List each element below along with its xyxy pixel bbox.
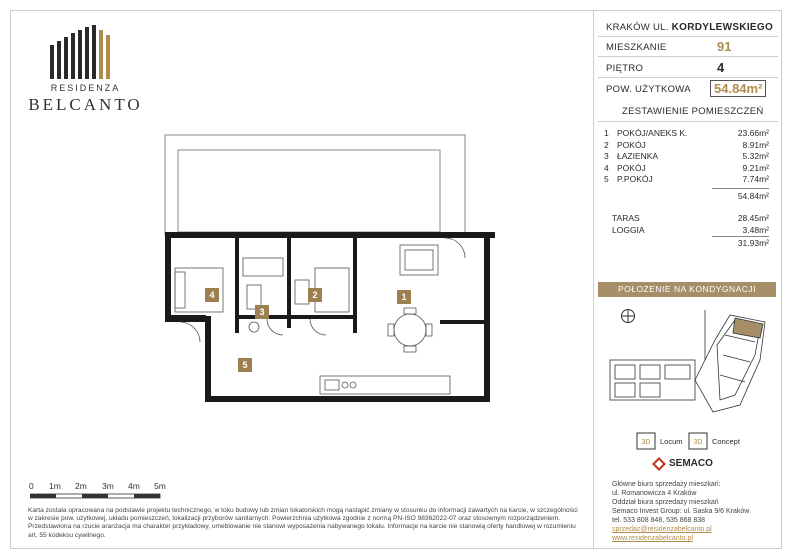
scale-label: 3m [102, 481, 114, 491]
room-row: 3 ŁAZIENKA 5.32m² [604, 151, 769, 161]
contact-line: ul. Romanowicza 4 Kraków [612, 490, 697, 497]
floor-label: PIĘTRO [606, 63, 644, 74]
logo-bars-icon [48, 25, 123, 79]
area-label: POW. UŻYTKOWA [606, 84, 691, 95]
rooms-list [604, 128, 769, 186]
room-row: 2 POKÓJ 8.91m² [604, 139, 769, 150]
room-row: 1 POKÓJ/ANEKS K. 23.66m² [604, 128, 769, 138]
scale-bar [30, 492, 165, 500]
divider [598, 56, 778, 57]
outdoor-total: 31.93m² [737, 238, 769, 248]
svg-text:3D: 3D [693, 439, 703, 446]
room-row: 5 P.POKÓJ 7.74m² [604, 174, 769, 184]
room-number-badge: 5 [238, 358, 252, 372]
room-number-badge: 3 [255, 305, 269, 319]
floor-number: 4 [717, 60, 725, 75]
address [606, 22, 773, 33]
city-prefix: KRAKÓW UL. [606, 22, 669, 33]
semaco-label: SEMACO [669, 458, 713, 469]
floor-keyplan [605, 300, 775, 415]
concept-label: Concept [712, 437, 740, 446]
room-row: 4 POKÓJ 9.21m² [604, 162, 769, 173]
panel-divider [593, 10, 594, 549]
apartment-label: MIESZKANIE [606, 42, 667, 53]
svg-text:3D: 3D [641, 439, 651, 446]
scale-label: 4m [128, 481, 140, 491]
room-number-badge: 1 [397, 290, 411, 304]
floor-plan-drawing [150, 130, 510, 405]
brand-sub: RESIDENZA [50, 83, 121, 93]
street-name: KORDYLEWSKIEGO [671, 22, 774, 33]
contact-email-link[interactable]: sprzedaz@residenzabelcanto.pl [612, 526, 712, 533]
scale-label: 5m [154, 481, 166, 491]
outdoor-list [612, 213, 769, 236]
outdoor-row: TARAS 28.45m² [612, 213, 769, 223]
contact-web-link[interactable]: www.residenzabelcanto.pl [612, 535, 693, 542]
contact-line: Oddział biura sprzedaży mieszkań [612, 499, 719, 506]
rooms-total: 54.84m² [737, 191, 769, 201]
contact-line: tel. 533 808 848, 535 868 838 [612, 517, 706, 524]
location-header: POŁOŻENIE NA KONDYGNACJI [598, 282, 776, 297]
outdoor-row: LOGGIA 3.48m² [612, 224, 769, 235]
disclaimer: Karta została opracowana na podstawie projektu technicznego, w toku budowy lub zmian lokatorskich mogą nastąpić zmiany w stosunku do informacji zawartych na karcie, w szczególności w zakresie pow. użytkowej, układu pomieszczeń, lokalizacji przyborów sanitarnych. Powierzchnia użytkowa zgodnie z normą PN-ISO 98362022-07 oraz stosownym rozporządzeniem. Przedstawiona na rzucie aranżacja ma charakter przykładowy, umeblowanie nie stanowi wyposażenia nabywanego lokalu. Informacje na karcie nie stanowią oferty handlowej w rozumieniu art. 55 kodeksu cywilnego. [28, 507, 578, 539]
locum-label: Locum [660, 437, 683, 446]
brand-main: BELCANTO [28, 95, 143, 114]
divider [598, 77, 778, 78]
room-number-badge: 2 [308, 288, 322, 302]
semaco-logo-icon [652, 457, 666, 471]
brand-logo [28, 25, 143, 120]
scale-label: 1m [49, 481, 61, 491]
floor-plan [150, 130, 510, 410]
apartment-number: 91 [717, 39, 732, 54]
contact-info [612, 480, 772, 543]
area-value: 54.84m² [710, 80, 766, 97]
divider [598, 36, 778, 37]
scale-label: 0 [29, 481, 34, 491]
room-number-badge: 4 [205, 288, 219, 302]
locum-logo-icon [636, 432, 656, 450]
contact-line: Semaco Invest Group: ul. Saska 9/6 Kraków [612, 508, 750, 515]
area-value-box [710, 80, 766, 98]
sum-line [712, 188, 769, 189]
contact-line: Główne biuro sprzedaży mieszkań: [612, 481, 721, 488]
sum-line [712, 236, 769, 237]
rooms-title: ZESTAWIENIE POMIESZCZEŃ [622, 106, 764, 117]
scale-label: 2m [75, 481, 87, 491]
concept-logo-icon [688, 432, 708, 450]
divider [598, 121, 778, 122]
